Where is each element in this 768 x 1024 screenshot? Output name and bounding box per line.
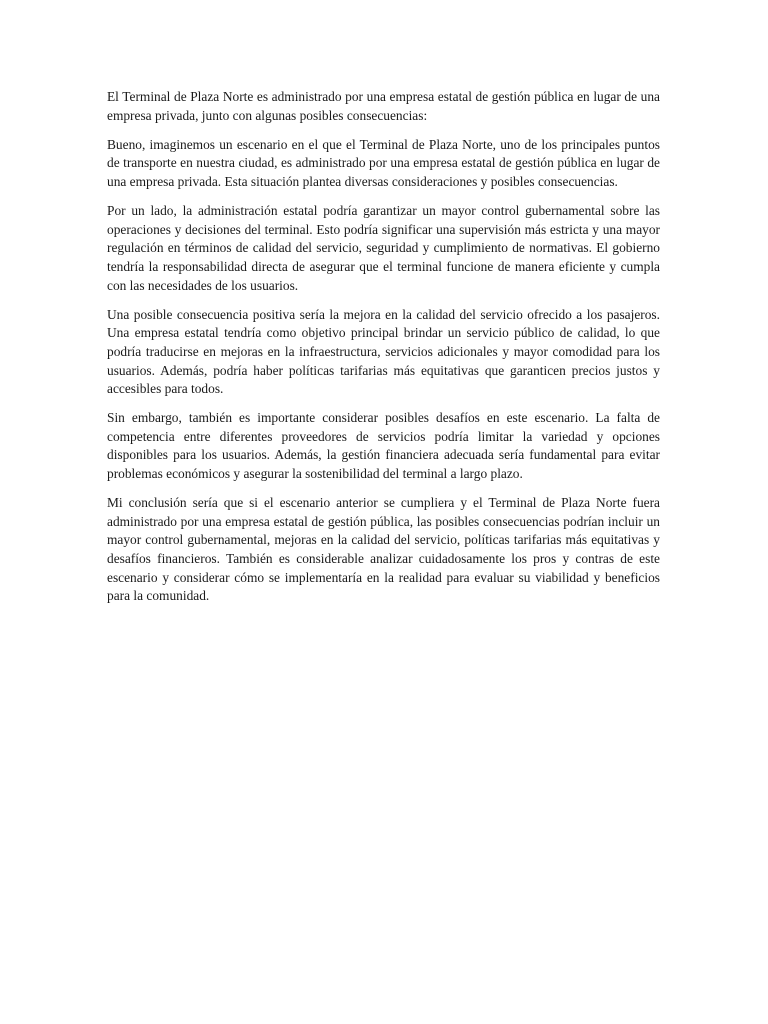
- paragraph-scenario: Bueno, imaginemos un escenario en el que el Terminal de Plaza Norte, uno de los principales puntos de transporte en nuestra ciudad, es administrado por una empresa estatal de gestión pública en lugar de una empresa privada. Esta situación plantea diversas consideraciones y posibles consecuencias.: [107, 136, 660, 189]
- paragraph-challenges: Sin embargo, también es importante considerar posibles desafíos en este escenario. La falta de competencia entre diferentes proveedores de servicios podría limitar la variedad y opciones disponibles para los usuarios. Además, la gestión financiera adecuada sería fundamental para evitar problemas económicos y asegurar la sostenibilidad del terminal a largo plazo.: [107, 410, 660, 482]
- paragraph-state-control: Por un lado, la administración estatal podría garantizar un mayor control gubernamental sobre las operaciones y decisiones del terminal. Esto podría significar una supervisión más estricta y una mayor regulación en términos de calidad del servicio, seguridad y cumplimiento de normativas. El gobierno tendría la responsabilidad directa de asegurar que el terminal funcione de manera eficiente y cumpla con las necesidades de los usuarios.: [107, 203, 660, 293]
- paragraph-intro: El Terminal de Plaza Norte es administrado por una empresa estatal de gestión pública en lugar de una empresa privada, junto con algunas posibles consecuencias:: [107, 89, 660, 123]
- document-body: [107, 88, 660, 616]
- paragraph-conclusion: Mi conclusión sería que si el escenario anterior se cumpliera y el Terminal de Plaza Norte fuera administrado por una empresa estatal de gestión pública, las posibles consecuencias podrían incluir un mayor control gubernamental, mejoras en la calidad del servicio, políticas tarifarias más equitativas y desafíos financieros. También es considerable analizar cuidadosamente los pros y contras de este escenario y considerar cómo se implementaría en la realidad para evaluar su viabilidad y beneficios para la comunidad.: [107, 495, 660, 604]
- paragraph-positive-consequence: Una posible consecuencia positiva sería la mejora en la calidad del servicio ofrecido a los pasajeros. Una empresa estatal tendría como objetivo principal brindar un servicio público de calidad, lo que podría traducirse en mejoras en la infraestructura, servicios adicionales y mayor comodidad para los usuarios. Además, podría haber políticas tarifarias más equitativas que garanticen precios justos y accesibles para todos.: [107, 306, 660, 397]
